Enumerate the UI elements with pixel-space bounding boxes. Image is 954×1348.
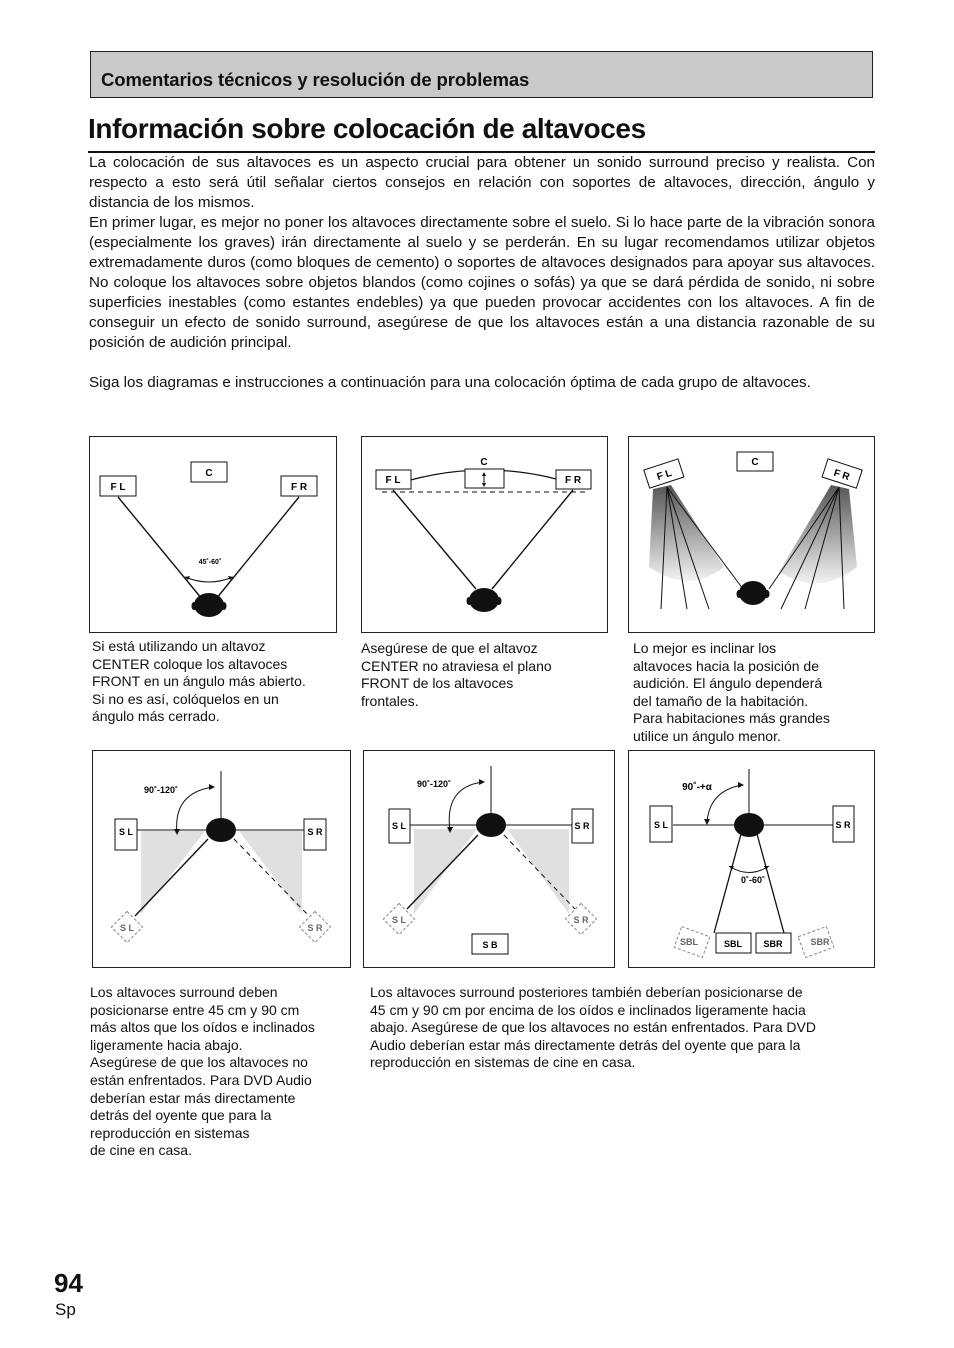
caption-line: FRONT de los altavoces [361,675,514,692]
caption-line: frontales. [361,692,419,709]
surround-left-label: S L [118,827,134,837]
diagram-surround-6ch [363,750,615,968]
diagram-surround-7ch [628,750,875,968]
back-angle-label: 0˚-60˚ [740,875,766,885]
surround-right-label: S R [574,821,590,831]
floor-paragraph: En primer lugar, es mejor no poner los altavoces directamente sobre el suelo. Si lo hace parte de la vibración sonora (especialmente los graves) irán directamente al suelo y se perderán. En su lugar recomendamos utilizar objetos extremadamente duros (como bloques de cemento) o soportes de altavoces designados para apoyar sus altavoces. No coloque los altavoces sobre objetos blandos (como cojines o sofás) ya que se dará pérdida de sonido, ni sobre superficies inestables (como estantes endebles) ya que pueden provocar accidentes con los altavoces. A fin de conseguir un efecto de sonido surround, asegúrese de que los altavoces están a una distancia razonable de su posición de audición principal. [89,214,875,351]
surround-back-label: S B [482,940,498,950]
listener-head [469,588,499,612]
surround-right-alt-label: S R [573,915,589,925]
caption-line: del tamaño de la habitación. [633,692,809,709]
surround-angle-label: 90˚-120˚ [143,785,179,795]
front-right-label: F R [564,475,582,486]
caption-line: abajo. Asegúrese de que los altavoces no están enfrentados. Para DVD [370,1019,816,1036]
caption-center-plane [361,640,611,710]
surround-right-label: S R [307,827,323,837]
center-speaker-label: C [480,457,488,468]
surround-back-right-alt-label: SBR [810,937,830,947]
caption-line: están enfrentados. Para DVD Audio [90,1071,312,1088]
caption-line: altavoces hacia la posición de [633,657,820,674]
caption-line: reproducción en sistemas de cine en casa. [370,1054,636,1071]
surround-back-right-label: SBR [763,939,783,949]
page-number: 94 [54,1268,83,1298]
left-sound-beam [649,485,724,581]
listener-head [476,813,506,837]
surround-back-left-label: SBL [724,939,742,949]
caption-line: utilice un ángulo menor. [633,727,781,744]
caption-line: detrás del oyente que para la [90,1107,272,1124]
surround-right-label: S R [835,820,851,830]
intro-paragraph: La colocación de sus altavoces es un aspecto crucial para obtener un sonido surround preciso y realista. Con respecto a esto será útil señalar ciertos consejos en relación con soportes de altavoces, dirección, ángulo y distancia de los mismos. [89,154,875,211]
front-right-label: F R [832,467,851,484]
caption-line: de cine en casa. [90,1142,192,1159]
section-header-title: Comentarios técnicos y resolución de problemas [101,69,530,90]
caption-line: Si está utilizando un altavoz [92,638,266,654]
surround-angle-label: 90˚-120˚ [416,779,452,789]
front-angle-label: 45˚-60˚ [198,559,222,566]
page-title: Información sobre colocación de altavoces [88,113,646,144]
caption-line: CENTER coloque los altavoces [92,655,288,672]
language-code: Sp [55,1300,76,1319]
center-speaker-label: C [205,468,213,479]
caption-line: Asegúrese de que el altavoz [361,640,538,656]
front-right-label: F R [290,482,308,493]
surround-left-label: S L [653,820,669,830]
caption-line: FRONT en un ángulo más abierto. [92,673,306,690]
surround-left-alt-label: S L [391,915,407,925]
caption-toe-in [633,640,875,746]
caption-line: Audio deberían estar más directamente detrás del oyente que para la [370,1036,801,1053]
caption-line: más altos que los oídos e inclinados [90,1019,315,1036]
caption-front-angle [92,638,342,726]
surround-right-alt-label: S R [307,923,323,933]
surround-back-left-alt-label: SBL [680,937,698,947]
center-speaker-label: C [751,457,759,468]
front-left-label: F L [655,467,674,483]
diagram-surround-5ch [92,750,351,968]
caption-line: Para habitaciones más grandes [633,710,830,727]
caption-line: Asegúrese de que los altavoces no [90,1054,308,1071]
caption-line: posicionarse entre 45 cm y 90 cm [90,1001,300,1018]
instructions-paragraph: Siga los diagramas e instrucciones a continuación para una colocación óptima de cada grupo de altavoces. [89,374,811,391]
caption-line: audición. El ángulo dependerá [633,675,823,692]
listener-head [194,593,224,617]
caption-surround-back [370,984,875,1072]
caption-line: Los altavoces surround deben [90,984,278,1000]
caption-line: CENTER no atraviesa el plano [361,657,552,674]
diagram-toe-in [628,436,875,633]
caption-line: Si no es así, colóquelos en un [92,690,279,707]
surround-angle-label: 90˚-+α [682,782,712,793]
caption-line: 45 cm y 90 cm por encima de los oídos e inclinados ligeramente hacia [370,1001,806,1018]
caption-surround-5ch [90,984,360,1160]
surround-left-alt-label: S L [119,923,135,933]
caption-line: deberían estar más directamente [90,1089,296,1106]
diagram-front-angle [89,436,337,633]
listener-head [206,818,236,842]
listener-head [739,581,767,605]
right-sound-beam [779,485,857,583]
caption-line: ángulo más cerrado. [92,708,220,725]
front-left-label: F L [110,482,126,493]
caption-line: Los altavoces surround posteriores también deberían posicionarse de [370,984,803,1000]
caption-line: ligeramente hacia abajo. [90,1036,243,1053]
surround-left-label: S L [391,821,407,831]
caption-line: reproducción en sistemas [90,1124,250,1141]
diagram-center-plane [361,436,608,633]
caption-line: Lo mejor es inclinar los [633,640,777,656]
section-header-bar [90,51,873,98]
front-left-label: F L [385,475,401,486]
listener-head [734,813,764,837]
